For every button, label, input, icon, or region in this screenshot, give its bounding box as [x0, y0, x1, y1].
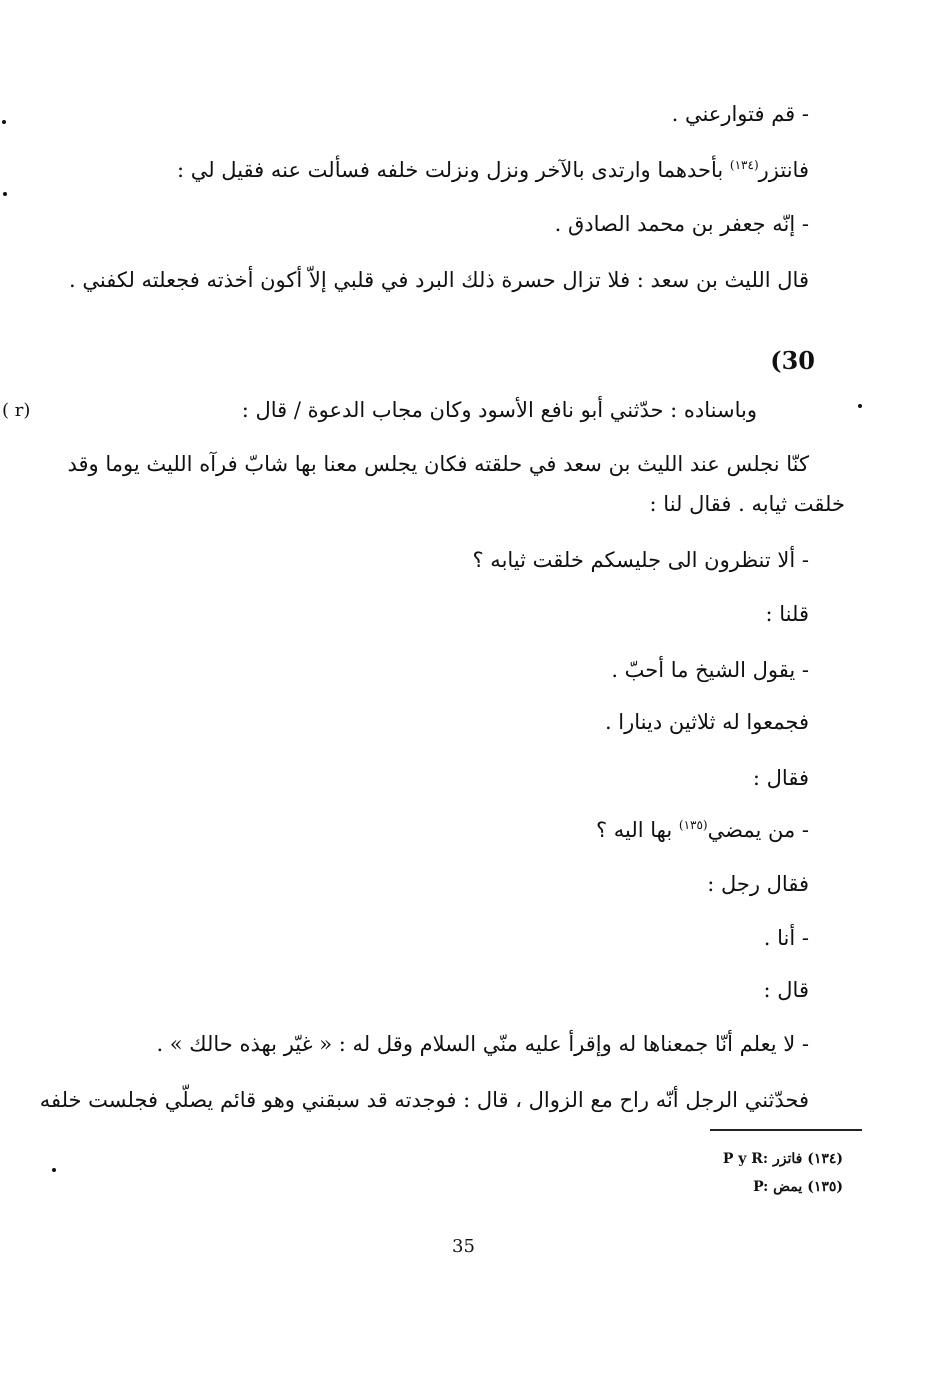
text-line-13-body: بها اليه ؟	[595, 818, 673, 842]
text-line-14: فقال رجل :	[707, 872, 809, 896]
margin-speck-1	[2, 120, 6, 124]
footnote-135-num: (١٣٥)	[807, 1179, 843, 1195]
page-number: 35	[452, 1236, 475, 1257]
text-line-16: قال :	[763, 978, 809, 1002]
text-line-7: خلقت ثيابه . فقال لنا :	[649, 492, 845, 516]
margin-bullet	[858, 404, 862, 408]
footnote-134	[723, 1150, 843, 1168]
text-line-4: قال الليث بن سعد : فلا تزال حسرة ذلك البرد في قلبي إلاّ أكون أخذته فجعلته لكفني .	[69, 268, 809, 292]
footnote-ref-135: (١٣٥)	[678, 818, 708, 832]
text-line-18: فحدّثني الرجل أنّه راح مع الزوال ، قال : فوجدته قد سبقني وهو قائم يصلّي فجلست خلفه	[39, 1088, 809, 1112]
text-line-8: - ألا تنظرون الى جليسكم خلقت ثيابه ؟	[472, 548, 809, 572]
text-line-2-prefix: فانتزر	[758, 158, 809, 182]
text-line-9: قلنا :	[765, 602, 809, 626]
footnote-134-num: (١٣٤)	[807, 1151, 843, 1167]
text-line-17: - لا يعلم أنّا جمعناها له وإقرأ عليه منّي السلام وقل له : « غيّر بهذه حالك » .	[156, 1032, 809, 1056]
text-line-13	[596, 816, 809, 844]
footnote-135	[753, 1178, 843, 1196]
text-line-1: - قم فتوارعني .	[671, 102, 809, 126]
footnote-134-sigla: P y R:	[722, 1151, 769, 1167]
text-line-13-prefix: - من يمضي	[707, 818, 809, 842]
margin-speck-3	[52, 1168, 56, 1172]
text-line-6: كنّا نجلس عند الليث بن سعد في حلقته فكان يجلس معنا بها شابّ فرآه الليث يوما وقد	[67, 452, 809, 476]
text-line-10: - يقول الشيخ ما أحبّ .	[611, 658, 809, 682]
text-line-11: فجمعوا له ثلاثين دينارا .	[604, 710, 809, 734]
text-line-2	[177, 156, 809, 184]
text-line-12: فقال :	[752, 766, 809, 790]
text-line-5: وباسناده : حدّثني أبو نافع الأسود وكان مجاب الدعوة / قال :	[241, 398, 757, 422]
text-line-3: - إنّه جعفر بن محمد الصادق .	[554, 212, 809, 236]
margin-note: ( r)	[2, 400, 31, 421]
footnote-135-sigla: P:	[753, 1179, 769, 1195]
margin-speck-2	[3, 192, 7, 196]
footnote-135-text: يمض	[773, 1179, 803, 1195]
footnote-134-text: فاتزر	[772, 1151, 803, 1167]
section-number: (30	[770, 346, 815, 375]
text-line-15: - أنا .	[763, 926, 809, 950]
footnote-separator	[710, 1129, 862, 1131]
text-line-2-body: بأحدهما وارتدى بالآخر ونزل ونزلت خلفه فسألت عنه فقيل لي :	[176, 158, 724, 182]
footnote-ref-134: (١٣٤)	[729, 158, 759, 172]
